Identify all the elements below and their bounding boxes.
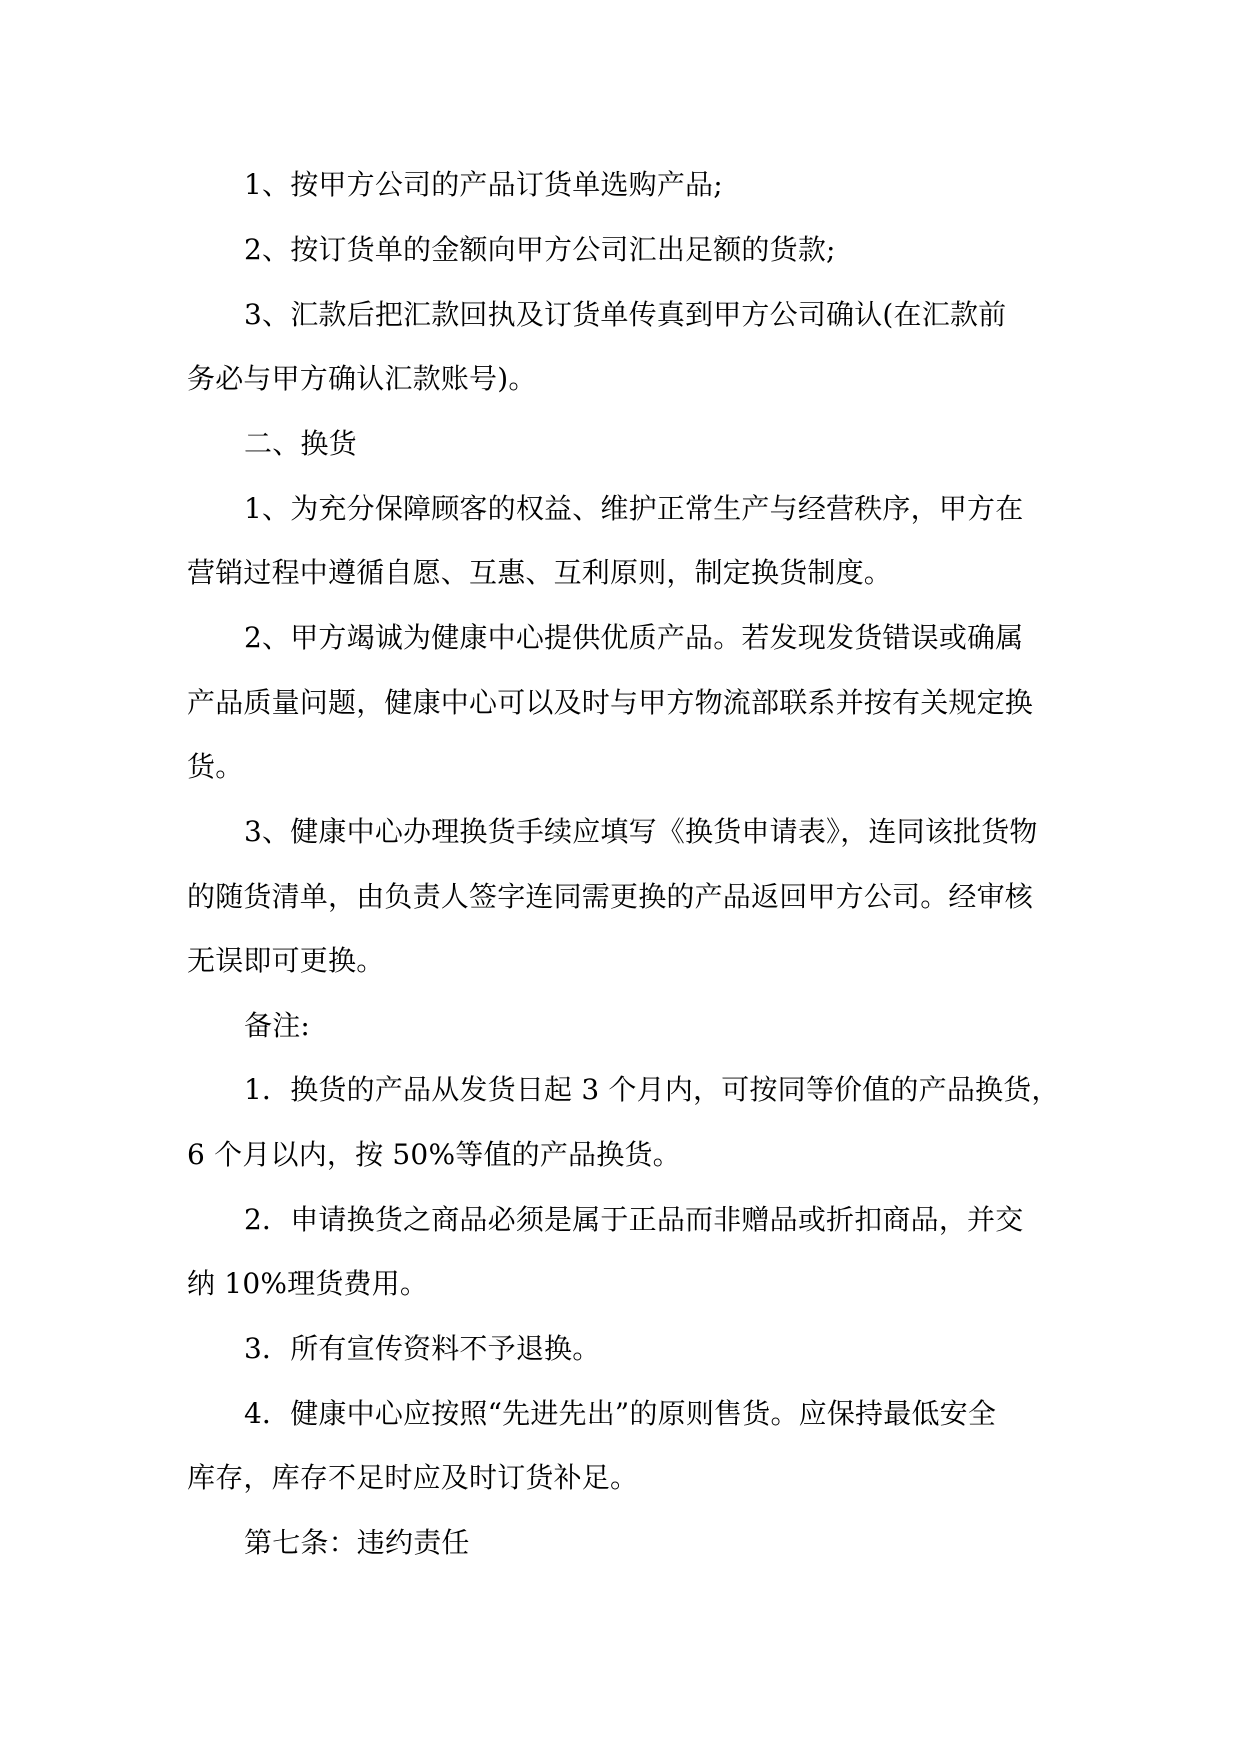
text-line: 2、按订货单的金额向甲方公司汇出足额的货款; xyxy=(244,233,836,266)
text-line: 1、为充分保障顾客的权益、维护正常生产与经营秩序，甲方在 xyxy=(244,492,1024,525)
text-line: 3．所有宣传资料不予退换。 xyxy=(244,1332,601,1365)
text-line: 3、健康中心办理换货手续应填写《换货申请表》，连同该批货物 xyxy=(244,815,1038,848)
text-line: 6 个月以内，按 50%等值的产品换货。 xyxy=(187,1138,681,1171)
text-line: 营销过程中遵循自愿、互惠、互利原则，制定换货制度。 xyxy=(187,556,893,589)
text-line: 1．换货的产品从发货日起 3 个月内，可按同等价值的产品换货， xyxy=(244,1073,1060,1106)
text-line: 货。 xyxy=(187,750,244,783)
text-line: 4．健康中心应按照“先进先出”的原则售货。应保持最低安全 xyxy=(244,1397,997,1430)
text-line: 库存，库存不足时应及时订货补足。 xyxy=(187,1461,639,1494)
section-heading: 二、换货 xyxy=(244,427,357,460)
text-line: 3、汇款后把汇款回执及订货单传真到甲方公司确认(在汇款前 xyxy=(244,298,1007,331)
text-line: 2．申请换货之商品必须是属于正品而非赠品或折扣商品，并交 xyxy=(244,1203,1024,1236)
article-heading: 第七条：违约责任 xyxy=(244,1526,470,1559)
text-line: 纳 10%理货费用。 xyxy=(187,1267,429,1300)
text-line: 的随货清单，由负责人签字连同需更换的产品返回甲方公司。经审核 xyxy=(187,880,1034,913)
text-line: 产品质量问题，健康中心可以及时与甲方物流部联系并按有关规定换 xyxy=(187,686,1034,719)
text-line: 无误即可更换。 xyxy=(187,944,385,977)
note-heading: 备注: xyxy=(244,1009,311,1042)
text-line: 2、甲方竭诚为健康中心提供优质产品。若发现发货错误或确属 xyxy=(244,621,1024,654)
text-line: 1、按甲方公司的产品订货单选购产品; xyxy=(244,168,723,201)
text-line: 务必与甲方确认汇款账号)。 xyxy=(187,362,537,395)
